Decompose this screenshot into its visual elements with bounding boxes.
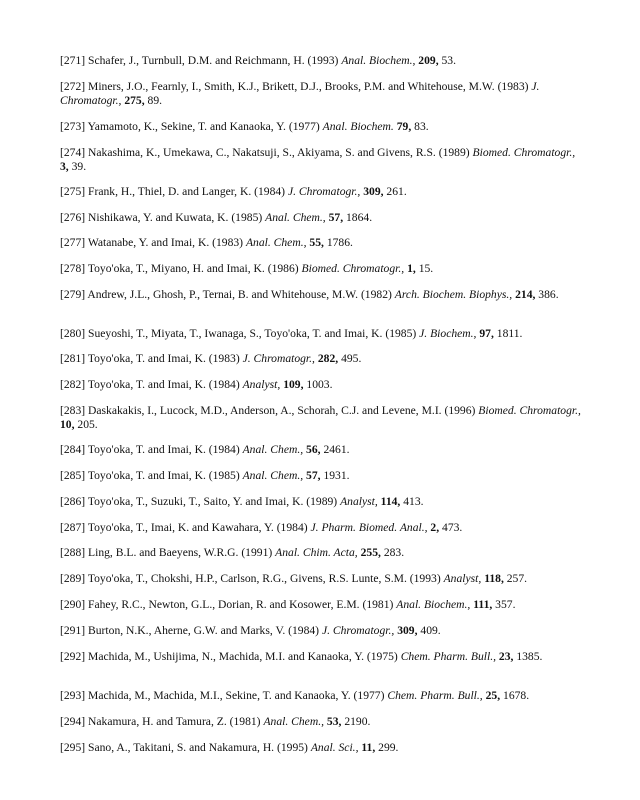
reference-item — [60, 146, 585, 174]
ref-volume: 55, — [309, 236, 324, 249]
ref-authors: Watanabe, Y. and Imai, K. (1983) — [87, 236, 244, 249]
ref-authors: Ling, B.L. and Baeyens, W.R.G. (1991) — [88, 546, 273, 559]
ref-number: [280] — [60, 327, 86, 340]
ref-number: [276] — [60, 211, 86, 224]
ref-authors: Miners, J.O., Fearnly, I., Smith, K.J., Brikett, D.J., Brooks, P.M. and Whitehouse, M.W. (1983) — [88, 80, 529, 93]
ref-number: [291] — [60, 624, 86, 637]
ref-pages: 261. — [386, 185, 407, 198]
ref-pages: 1385. — [516, 650, 543, 663]
reference-item — [60, 352, 585, 366]
ref-volume: 3, — [60, 160, 69, 173]
ref-journal: Anal. Biochem. — [322, 120, 394, 133]
ref-pages: 1864. — [346, 211, 373, 224]
ref-journal: J. Biochem., — [419, 327, 477, 340]
ref-journal: Analyst, — [443, 572, 482, 585]
ref-authors: Toyo'oka, T., Miyano, H. and Imai, K. (1986) — [87, 262, 299, 275]
ref-volume: 11, — [361, 741, 376, 754]
ref-journal: Anal. Chem., — [242, 469, 304, 482]
ref-journal: Arch. Biochem. Biophys., — [394, 288, 513, 301]
ref-authors: Toyo'oka, T., Suzuki, T., Saito, Y. and Imai, K. (1989) — [87, 495, 338, 508]
ref-volume: 275, — [124, 94, 145, 107]
ref-pages: 1786. — [326, 236, 353, 249]
ref-authors: Nakamura, H. and Tamura, Z. (1981) — [88, 715, 261, 728]
ref-volume: 309, — [363, 185, 384, 198]
ref-volume: 214, — [515, 288, 536, 301]
ref-volume: 10, — [60, 418, 75, 431]
ref-volume: 309, — [397, 624, 418, 637]
ref-number: [289] — [60, 572, 86, 585]
ref-number: [272] — [60, 80, 86, 93]
ref-volume: 282, — [317, 352, 339, 365]
ref-volume: 25, — [485, 689, 501, 702]
reference-item — [60, 689, 585, 703]
ref-pages: 473. — [442, 521, 463, 534]
ref-number: [281] — [60, 352, 86, 365]
reference-item — [60, 469, 585, 483]
reference-item — [60, 546, 585, 560]
ref-volume: 255, — [360, 546, 381, 559]
reference-item — [60, 120, 585, 134]
ref-journal: J. Chromatogr., — [242, 352, 315, 365]
ref-journal: J. Chromatogr., — [287, 185, 361, 198]
ref-journal: Analyst, — [340, 495, 378, 508]
ref-authors: Sano, A., Takitani, S. and Nakamura, H. (1995) — [88, 741, 308, 754]
ref-authors: Nishikawa, Y. and Kuwata, K. (1985) — [88, 211, 263, 224]
ref-authors: Schafer, J., Turnbull, D.M. and Reichmann, H. (1993) — [88, 54, 339, 67]
ref-volume: 111, — [473, 598, 493, 611]
ref-pages: 39. — [71, 160, 87, 173]
ref-authors: Daskakakis, I., Lucock, M.D., Anderson, A., Schorah, C.J. and Levene, M.I. (1996) — [88, 404, 476, 417]
ref-volume: 2, — [430, 521, 440, 534]
ref-number: [278] — [60, 262, 86, 275]
ref-volume: 97, — [479, 327, 494, 340]
ref-pages: 386. — [538, 288, 559, 301]
ref-authors: Nakashima, K., Umekawa, C., Nakatsuji, S., Akiyama, S. and Givens, R.S. (1989) — [88, 146, 470, 159]
reference-item — [60, 572, 585, 586]
ref-pages: 257. — [506, 572, 528, 585]
reference-item — [60, 185, 585, 199]
ref-pages: 413. — [403, 495, 424, 508]
ref-pages: 283. — [383, 546, 405, 559]
ref-volume: 1, — [407, 262, 416, 275]
ref-pages: 53. — [441, 54, 456, 67]
ref-number: [274] — [60, 146, 86, 159]
ref-pages: 15. — [418, 262, 434, 275]
ref-volume: 23, — [498, 650, 514, 663]
ref-number: [292] — [60, 650, 86, 663]
ref-volume: 109, — [283, 378, 304, 391]
ref-pages: 1678. — [503, 689, 530, 702]
ref-journal: Anal. Chim. Acta, — [275, 546, 358, 559]
ref-journal: Anal. Chem., — [245, 236, 307, 249]
reference-item — [60, 404, 585, 432]
ref-pages: 1003. — [306, 378, 333, 391]
ref-pages: 495. — [341, 352, 362, 365]
ref-authors: Yamamoto, K., Sekine, T. and Kanaoka, Y. (1977) — [87, 120, 320, 133]
ref-journal: Anal. Chem., — [242, 443, 304, 456]
ref-journal: Anal. Biochem., — [396, 598, 471, 611]
ref-pages: 2190. — [344, 715, 371, 728]
ref-authors: Sueyoshi, T., Miyata, T., Iwanaga, S., Toyo'oka, T. and Imai, K. (1985) — [88, 327, 417, 340]
reference-item — [60, 521, 585, 535]
ref-number: [295] — [60, 741, 86, 754]
reference-item — [60, 211, 585, 225]
ref-journal: Biomed. Chromatogr., — [478, 404, 581, 417]
ref-number: [277] — [60, 236, 86, 249]
ref-number: [294] — [60, 715, 86, 728]
reference-item — [60, 262, 585, 276]
ref-number: [279] — [60, 288, 86, 301]
ref-pages: 205. — [77, 418, 98, 431]
ref-number: [283] — [60, 404, 86, 417]
ref-authors: Machida, M., Ushijima, N., Machida, M.I. and Kanaoka, Y. (1975) — [88, 650, 398, 663]
reference-item — [60, 741, 585, 755]
ref-authors: Toyo'oka, T., Imai, K. and Kawahara, Y. (1984) — [87, 521, 308, 534]
ref-journal: Biomed. Chromatogr., — [472, 146, 576, 159]
ref-number: [286] — [60, 495, 86, 508]
ref-number: [273] — [60, 120, 86, 133]
reference-item — [60, 236, 585, 250]
ref-volume: 56, — [306, 443, 321, 456]
ref-pages: 1811. — [496, 327, 523, 340]
ref-pages: 299. — [378, 741, 399, 754]
ref-authors: Burton, N.K., Aherne, G.W. and Marks, V. (1984) — [88, 624, 320, 637]
reference-item — [60, 624, 585, 638]
ref-journal: Anal. Chem., — [263, 715, 324, 728]
ref-authors: Toyo'oka, T. and Imai, K. (1984) — [87, 378, 240, 391]
ref-authors: Toyo'oka, T. and Imai, K. (1983) — [87, 352, 240, 365]
ref-volume: 53, — [326, 715, 342, 728]
ref-authors: Toyo'oka, T. and Imai, K. (1985) — [87, 469, 240, 482]
reference-item — [60, 327, 585, 341]
ref-volume: 79, — [396, 120, 412, 133]
ref-journal: Anal. Chem., — [265, 211, 326, 224]
ref-volume: 118, — [484, 572, 504, 585]
ref-number: [285] — [60, 469, 86, 482]
ref-number: [284] — [60, 443, 86, 456]
reference-item — [60, 715, 585, 729]
ref-number: [271] — [60, 54, 86, 67]
reference-item — [60, 378, 585, 392]
ref-pages: 1931. — [323, 469, 350, 482]
ref-journal: J. Chromatogr., — [321, 624, 395, 637]
ref-volume: 57, — [328, 211, 344, 224]
ref-authors: Fahey, R.C., Newton, G.L., Dorian, R. and Kosower, E.M. (1981) — [88, 598, 394, 611]
reference-item — [60, 598, 585, 612]
ref-journal: Chem. Pharm. Bull., — [387, 689, 483, 702]
ref-journal: J. Chromatogr., — [60, 80, 540, 107]
ref-number: [290] — [60, 598, 86, 611]
ref-authors: Machida, M., Machida, M.I., Sekine, T. and Kanaoka, Y. (1977) — [88, 689, 385, 702]
ref-journal: J. Pharm. Biomed. Anal., — [310, 521, 428, 534]
ref-pages: 357. — [495, 598, 516, 611]
ref-volume: 114, — [380, 495, 401, 508]
ref-pages: 83. — [414, 120, 429, 133]
reference-item — [60, 80, 585, 108]
ref-pages: 409. — [420, 624, 441, 637]
reference-item — [60, 495, 585, 509]
ref-authors: Frank, H., Thiel, D. and Langer, K. (1984) — [88, 185, 286, 198]
ref-volume: 57, — [306, 469, 321, 482]
ref-number: [282] — [60, 378, 86, 391]
ref-number: [275] — [60, 185, 86, 198]
ref-journal: Analyst, — [242, 378, 281, 391]
reference-item — [60, 443, 585, 457]
reference-item — [60, 54, 585, 68]
ref-pages: 89. — [147, 94, 163, 107]
ref-journal: Biomed. Chromatogr., — [301, 262, 405, 275]
ref-authors: Toyo'oka, T. and Imai, K. (1984) — [87, 443, 240, 456]
ref-number: [288] — [60, 546, 86, 559]
ref-journal: Chem. Pharm. Bull., — [400, 650, 497, 663]
ref-authors: Andrew, J.L., Ghosh, P., Ternai, B. and Whitehouse, M.W. (1982) — [87, 288, 392, 301]
reference-item — [60, 288, 585, 302]
ref-journal: Anal. Sci., — [310, 741, 359, 754]
ref-pages: 2461. — [323, 443, 350, 456]
ref-authors: Toyo'oka, T., Chokshi, H.P., Carlson, R.G., Givens, R.S. Lunte, S.M. (1993) — [87, 572, 441, 585]
reference-item — [60, 650, 585, 664]
ref-number: [293] — [60, 689, 86, 702]
ref-journal: Anal. Biochem., — [341, 54, 416, 67]
ref-volume: 209, — [418, 54, 439, 67]
ref-number: [287] — [60, 521, 86, 534]
